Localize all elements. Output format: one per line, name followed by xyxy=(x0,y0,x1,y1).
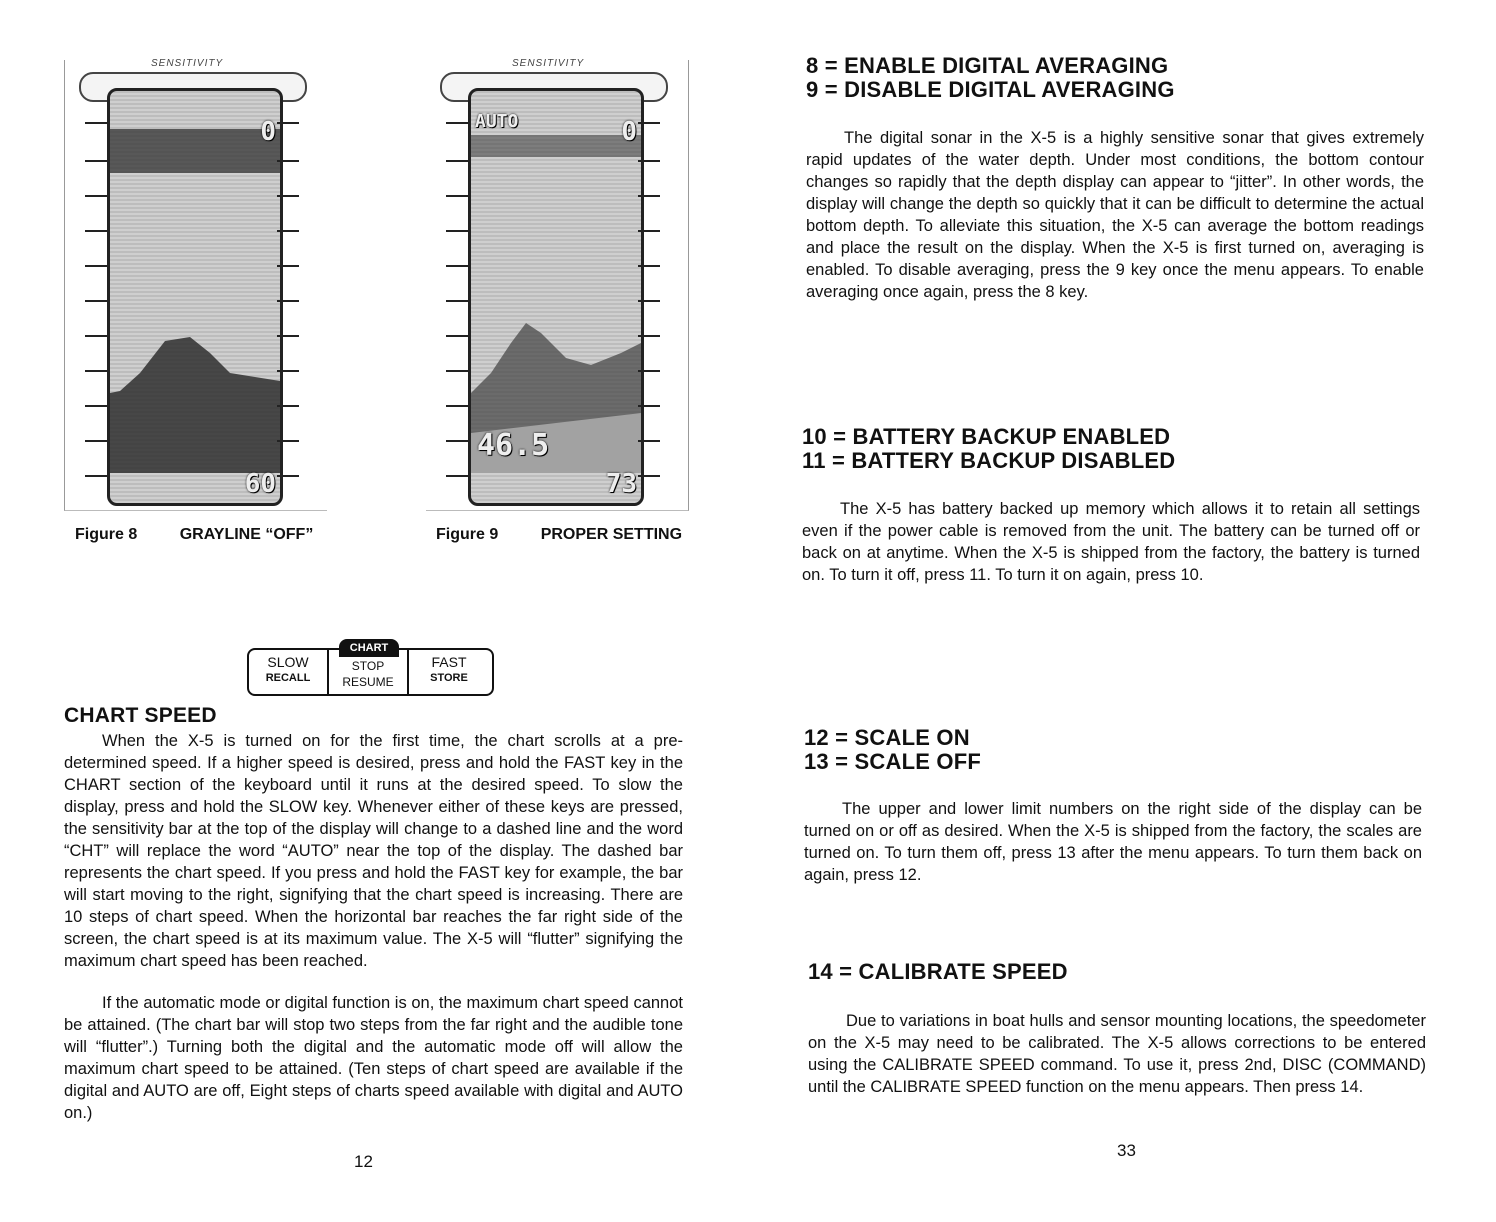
battery-backup-disabled-title: 11 = BATTERY BACKUP DISABLED xyxy=(802,448,1176,473)
calibrate-speed-paragraph: Due to variations in boat hulls and sensor mounting locations, the speedometer on the X-5 may need to be calibrated. The X-5 allows corrections to be entered using the CALIBRATE SPEED command. To use it, press 2nd, DISC (COMMAND) until the CALIBRATE SPEED function on the menu appears. Then press 14. xyxy=(808,1012,1426,1096)
scale-on-title: 12 = SCALE ON xyxy=(804,725,970,750)
chart-section-label: CHART xyxy=(339,639,399,657)
chart-speed-paragraph-1: When the X-5 is turned on for the first time, the chart scrolls at a pre-determined speed. If a higher speed is desired, press and hold the FAST key in the CHART section of the keyboard until it runs at the desired speed. To slow the display, press and hold the SLOW key. Whenever either of these keys are pressed, the sensitivity bar at the top of the display will change to a dashed line and the word “CHT” will replace the word “AUTO” near the top of the display. The dashed bar represents the chart speed. If you press and hold the FAST key for example, the bar will start moving to the right, signifying that the chart speed is increasing. There are 10 steps of chart speed. When the horizontal bar reaches the far right side of the screen, the chart speed is at its maximum value. The X-5 will “flutter” signifying the maximum chart speed has been reached. xyxy=(64,732,683,970)
chart-keypad-diagram xyxy=(247,642,494,696)
enable-digital-averaging-title: 8 = ENABLE DIGITAL AVERAGING xyxy=(806,53,1169,78)
resume-key-label: RESUME xyxy=(342,675,394,689)
scale-off-title: 13 = SCALE OFF xyxy=(804,749,982,774)
top-scale-readout: 0 xyxy=(621,117,637,147)
sensitivity-label: SENSITIVITY xyxy=(512,58,585,69)
slow-recall-key xyxy=(249,650,329,694)
figure-8-label: Figure 8 xyxy=(75,526,138,543)
section-8-9-heading xyxy=(806,54,1175,102)
chart-speed-paragraph-2: If the automatic mode or digital function is on, the maximum chart speed cannot be attained. (The chart bar will stop two steps from the far right and the audible tone will “flutter”.) Turning both the digital and the automatic mode off will allow the maximum chart speed to be attained. (Ten steps of chart speed are available if the digital and AUTO are off, Eight steps of charts speed available with digital and AUTO on.) xyxy=(64,994,683,1122)
figure-8-caption: GRAYLINE “OFF” xyxy=(179,526,314,543)
slow-key-label: SLOW xyxy=(267,654,309,670)
calibrate-speed-title: 14 = CALIBRATE SPEED xyxy=(808,959,1068,984)
figure-9-sonar-display xyxy=(426,60,689,511)
digital-depth-readout: 46.5 xyxy=(477,428,550,463)
stop-resume-key xyxy=(329,650,409,694)
battery-backup-enabled-title: 10 = BATTERY BACKUP ENABLED xyxy=(802,424,1171,449)
bottom-scale-readout: 60 xyxy=(244,469,276,499)
left-page-number: 12 xyxy=(354,1152,373,1171)
store-key-label: STORE xyxy=(430,672,468,684)
right-page-number: 33 xyxy=(1117,1141,1136,1160)
section-12-13-heading xyxy=(804,726,981,774)
scale-paragraph: The upper and lower limit numbers on the right side of the display can be turned on or off as desired. When the X-5 is shipped from the factory, the scales are turned on. To turn them off, press 13 after the menu appears. To turn them back on again, press 12. xyxy=(804,800,1422,884)
section-14-heading xyxy=(808,960,1068,984)
section-10-11-heading xyxy=(802,425,1175,473)
sonar-screen xyxy=(468,88,644,506)
recall-key-label: RECALL xyxy=(265,672,311,684)
chart-speed-heading: CHART SPEED xyxy=(64,704,217,727)
sensitivity-label: SENSITIVITY xyxy=(151,58,224,69)
bottom-scale-readout: 73 xyxy=(605,469,637,499)
figure-9-label: Figure 9 xyxy=(436,526,499,543)
top-scale-readout: 0 xyxy=(260,117,276,147)
disable-digital-averaging-title: 9 = DISABLE DIGITAL AVERAGING xyxy=(806,77,1175,102)
digital-averaging-paragraph: The digital sonar in the X-5 is a highly sensitive sonar that gives extremely rapid updates of the water depth. Under most conditions, the bottom contour changes so rapidly that the depth display can appear to “jitter”. In other words, the display will change the depth so quickly that it can be difficult to determine the actual bottom depth. To alleviate this situation, the X-5 can average the bottom readings and place the result on the display. When the X-5 is first turned on, averaging is enabled. To disable averaging, press the 9 key once the menu appears. To enable averaging once again, press the 8 key. xyxy=(806,129,1424,301)
stop-key-label: STOP xyxy=(351,659,385,673)
figure-9-caption: PROPER SETTING xyxy=(540,526,683,543)
bottom-contour xyxy=(110,333,280,473)
figure-8-sonar-display xyxy=(64,60,327,511)
sonar-screen xyxy=(107,88,283,506)
mode-readout: AUTO xyxy=(475,111,519,132)
battery-backup-paragraph: The X-5 has battery backed up memory which allows it to retain all settings even if the power cable is removed from the unit. The battery can be turned off or back on at anytime. When the X-5 is shipped from the factory, the battery is turned on. To turn it off, press 11. To turn it on again, press 10. xyxy=(802,500,1420,584)
fast-store-key xyxy=(409,650,489,694)
fast-key-label: FAST xyxy=(431,654,467,670)
